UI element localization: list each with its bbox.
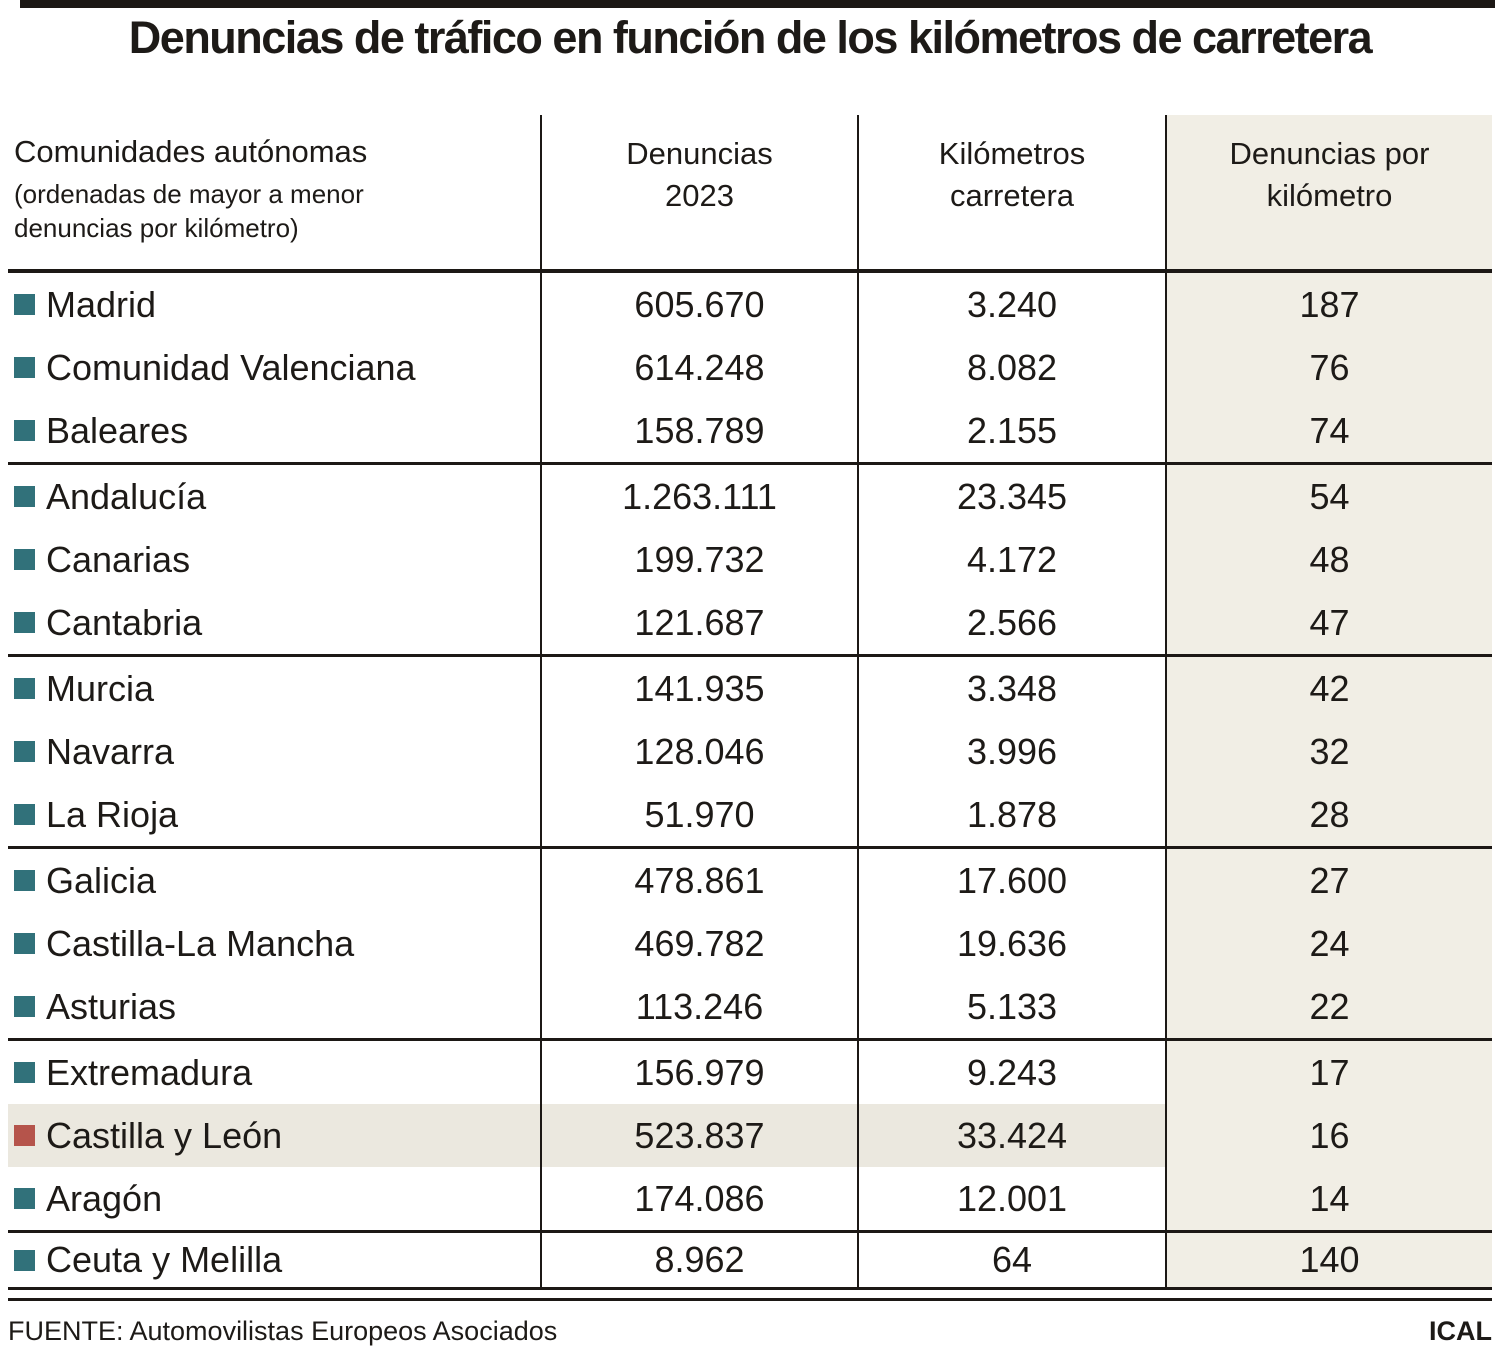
table-row <box>8 1041 1492 1104</box>
region-name: Castilla y León <box>46 1114 283 1156</box>
region-cell <box>8 465 540 528</box>
column-header-line: Kilómetros <box>938 136 1086 171</box>
table-group <box>8 273 1492 465</box>
denuncias-por-km-cell: 76 <box>1165 336 1492 399</box>
region-cell <box>8 720 540 783</box>
column-header-line: carretera <box>949 177 1075 213</box>
table-row <box>8 1104 1492 1167</box>
bullet-square-icon <box>14 804 35 825</box>
denuncias-por-km-cell: 187 <box>1165 273 1492 336</box>
data-table <box>8 115 1492 1301</box>
kilometros-cell: 9.243 <box>857 1041 1165 1104</box>
table-group <box>8 1233 1492 1287</box>
kilometros-cell: 2.155 <box>857 399 1165 462</box>
bullet-square-icon <box>14 1250 35 1271</box>
region-cell <box>8 591 540 654</box>
denuncias-por-km-cell: 24 <box>1165 912 1492 975</box>
table-row <box>8 912 1492 975</box>
table-group <box>8 465 1492 657</box>
region-cell <box>8 1167 540 1230</box>
region-name: La Rioja <box>46 793 179 835</box>
region-name: Murcia <box>46 667 155 709</box>
region-cell <box>8 975 540 1038</box>
region-name: Navarra <box>46 730 175 772</box>
bullet-square-icon <box>14 996 35 1017</box>
region-name: Aragón <box>46 1177 163 1219</box>
denuncias-por-km-cell: 48 <box>1165 528 1492 591</box>
denuncias-por-km-cell: 22 <box>1165 975 1492 1038</box>
denuncias-cell: 121.687 <box>540 591 857 654</box>
top-rule <box>20 0 1495 8</box>
denuncias-cell: 605.670 <box>540 273 857 336</box>
bottom-rule <box>8 1287 1492 1301</box>
bullet-square-icon <box>14 294 35 315</box>
region-name: Extremadura <box>46 1051 253 1093</box>
table-group <box>8 849 1492 1041</box>
source-note: FUENTE: Automovilistas Europeos Asociados <box>8 1316 558 1346</box>
region-name: Asturias <box>46 985 177 1027</box>
denuncias-cell: 469.782 <box>540 912 857 975</box>
column-header-kilometros <box>857 115 1165 269</box>
region-cell <box>8 273 540 336</box>
region-name: Canarias <box>46 538 191 580</box>
table-group <box>8 657 1492 849</box>
bullet-square-icon <box>14 1062 35 1083</box>
column-header-line: Denuncias por <box>1229 136 1430 171</box>
table-row <box>8 399 1492 462</box>
table-row <box>8 591 1492 654</box>
table-row <box>8 1167 1492 1230</box>
bullet-square-icon <box>14 870 35 891</box>
denuncias-cell: 523.837 <box>540 1104 857 1167</box>
denuncias-por-km-cell: 74 <box>1165 399 1492 462</box>
denuncias-cell: 8.962 <box>540 1233 857 1287</box>
region-name: Galicia <box>46 859 157 901</box>
footer <box>8 1316 1492 1347</box>
table-row <box>8 1233 1492 1287</box>
table-row <box>8 849 1492 912</box>
bullet-square-icon <box>14 612 35 633</box>
table-row <box>8 273 1492 336</box>
kilometros-cell: 23.345 <box>857 465 1165 528</box>
denuncias-cell: 199.732 <box>540 528 857 591</box>
region-name: Baleares <box>46 409 189 451</box>
kilometros-cell: 33.424 <box>857 1104 1165 1167</box>
region-name: Ceuta y Melilla <box>46 1239 283 1280</box>
kilometros-cell: 8.082 <box>857 336 1165 399</box>
denuncias-cell: 113.246 <box>540 975 857 1038</box>
table-body <box>8 273 1492 1287</box>
denuncias-por-km-cell: 42 <box>1165 657 1492 720</box>
kilometros-cell: 2.566 <box>857 591 1165 654</box>
region-cell <box>8 783 540 846</box>
region-cell <box>8 657 540 720</box>
denuncias-cell: 174.086 <box>540 1167 857 1230</box>
bullet-square-icon <box>14 1125 35 1146</box>
denuncias-por-km-cell: 54 <box>1165 465 1492 528</box>
region-name: Comunidad Valenciana <box>46 346 416 388</box>
region-cell <box>8 1233 540 1287</box>
denuncias-cell: 156.979 <box>540 1041 857 1104</box>
column-header-line: Denuncias <box>626 136 773 171</box>
denuncias-por-km-cell: 16 <box>1165 1104 1492 1167</box>
bullet-square-icon <box>14 486 35 507</box>
bullet-square-icon <box>14 933 35 954</box>
kilometros-cell: 17.600 <box>857 849 1165 912</box>
bullet-square-icon <box>14 1188 35 1209</box>
credit: ICAL <box>1429 1316 1492 1346</box>
table-row <box>8 528 1492 591</box>
kilometros-cell: 12.001 <box>857 1167 1165 1230</box>
table-row <box>8 720 1492 783</box>
page-title: Denuncias de tráfico en función de los kilómetros de carretera <box>128 12 1372 63</box>
region-cell <box>8 1041 540 1104</box>
region-name: Castilla-La Mancha <box>46 922 355 964</box>
region-cell <box>8 1104 540 1167</box>
region-cell <box>8 849 540 912</box>
denuncias-por-km-cell: 140 <box>1165 1233 1492 1287</box>
column-header-denuncias <box>540 115 857 269</box>
region-name: Cantabria <box>46 601 203 643</box>
region-name: Andalucía <box>46 475 207 517</box>
column-header-note: (ordenadas de mayor a menor denuncias por kilómetro) <box>14 178 364 243</box>
bullet-square-icon <box>14 549 35 570</box>
column-header-line: kilómetro <box>1266 177 1393 213</box>
column-header-denuncias-por-km <box>1165 115 1492 269</box>
denuncias-cell: 614.248 <box>540 336 857 399</box>
region-cell <box>8 528 540 591</box>
denuncias-cell: 128.046 <box>540 720 857 783</box>
table-header <box>8 115 1492 273</box>
table-row <box>8 465 1492 528</box>
column-header-line: 2023 <box>665 177 734 213</box>
denuncias-cell: 478.861 <box>540 849 857 912</box>
column-header-label: Comunidades autónomas <box>14 134 368 169</box>
region-cell <box>8 912 540 975</box>
region-cell <box>8 336 540 399</box>
kilometros-cell: 3.348 <box>857 657 1165 720</box>
denuncias-cell: 51.970 <box>540 783 857 846</box>
denuncias-cell: 158.789 <box>540 399 857 462</box>
table-row <box>8 657 1492 720</box>
denuncias-cell: 141.935 <box>540 657 857 720</box>
kilometros-cell: 4.172 <box>857 528 1165 591</box>
denuncias-por-km-cell: 32 <box>1165 720 1492 783</box>
kilometros-cell: 1.878 <box>857 783 1165 846</box>
denuncias-cell: 1.263.111 <box>540 465 857 528</box>
denuncias-por-km-cell: 27 <box>1165 849 1492 912</box>
column-header-comunidades <box>8 115 540 269</box>
region-cell <box>8 399 540 462</box>
bullet-square-icon <box>14 741 35 762</box>
table-row <box>8 975 1492 1038</box>
bullet-square-icon <box>14 420 35 441</box>
table-row <box>8 783 1492 846</box>
kilometros-cell: 19.636 <box>857 912 1165 975</box>
kilometros-cell: 3.240 <box>857 273 1165 336</box>
bullet-square-icon <box>14 678 35 699</box>
region-name: Madrid <box>46 283 157 325</box>
kilometros-cell: 64 <box>857 1233 1165 1287</box>
bullet-square-icon <box>14 357 35 378</box>
kilometros-cell: 3.996 <box>857 720 1165 783</box>
denuncias-por-km-cell: 14 <box>1165 1167 1492 1230</box>
table-group <box>8 1041 1492 1233</box>
table-row <box>8 336 1492 399</box>
kilometros-cell: 5.133 <box>857 975 1165 1038</box>
denuncias-por-km-cell: 47 <box>1165 591 1492 654</box>
denuncias-por-km-cell: 17 <box>1165 1041 1492 1104</box>
denuncias-por-km-cell: 28 <box>1165 783 1492 846</box>
